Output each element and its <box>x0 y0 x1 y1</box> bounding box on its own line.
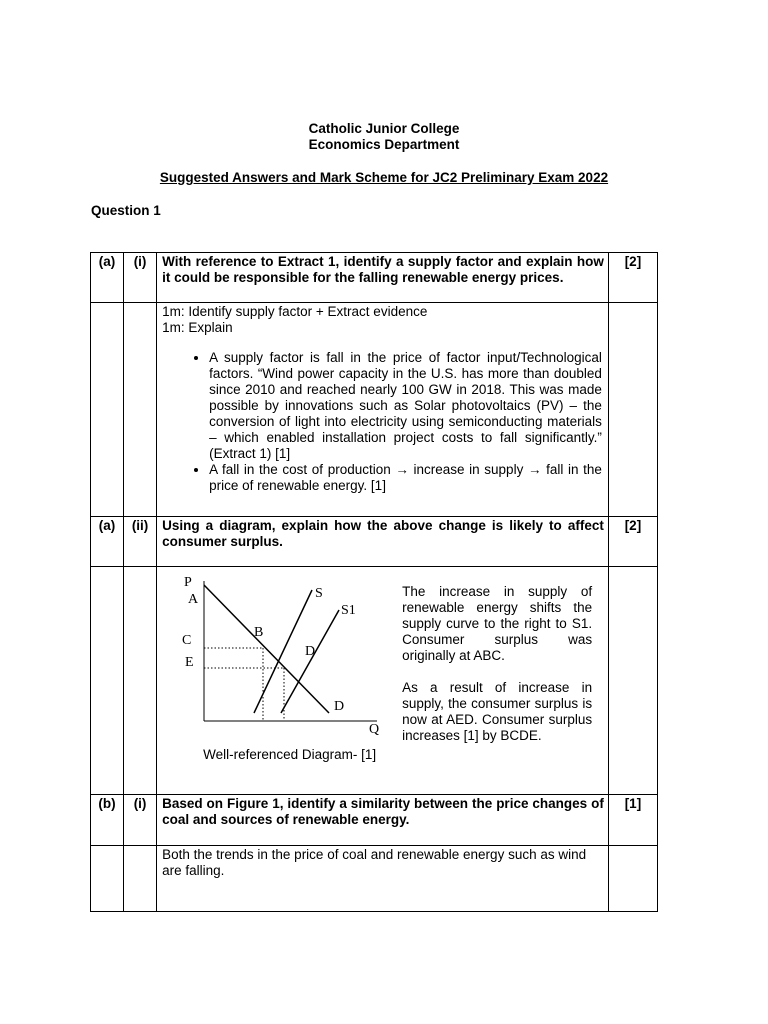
college-name: Catholic Junior College <box>308 121 460 136</box>
answer-row-a-i <box>91 303 658 517</box>
document-title: Suggested Answers and Mark Scheme for JC2 Preliminary Exam 2022 <box>159 170 609 185</box>
question-text: Based on Figure 1, identify a similarity between the price changes of coal and sources of renewable energy. <box>157 795 609 846</box>
marks: [1] <box>608 795 657 846</box>
scheme-line: 1m: Explain <box>162 320 233 335</box>
axis-label-q: Q <box>369 722 380 737</box>
answer-text: Both the trends in the price of coal and renewable energy such as wind are falling. <box>157 846 609 912</box>
diagram-cell <box>157 567 609 795</box>
question-row-a-ii <box>91 517 658 567</box>
supply-demand-diagram <box>157 567 402 752</box>
answer-cell <box>157 303 609 517</box>
explanation-paragraph: The increase in supply of renewable energy shifts the supply curve to the right to S1. Consumer surplus was originally at ABC. <box>402 584 593 663</box>
point-label-e: E <box>185 655 194 670</box>
explanation-paragraph: As a result of increase in supply, the consumer surplus is now at AED. Consumer surplus increases [1] by BCDE. <box>402 680 593 743</box>
sub-label: (i) <box>124 253 157 303</box>
scheme-line: 1m: Identify supply factor + Extract evidence <box>162 304 428 319</box>
diagram-caption: Well-referenced Diagram- [1] <box>203 747 377 762</box>
point-label-a: A <box>188 592 199 607</box>
curve-label-d: D <box>334 699 345 714</box>
part-label: (a) <box>91 517 124 567</box>
point-label-d: D <box>305 644 316 659</box>
question-row-a-i <box>91 253 658 303</box>
department-name: Economics Department <box>308 137 460 152</box>
axis-label-p: P <box>184 575 192 590</box>
question-text: With reference to Extract 1, identify a supply factor and explain how it could be responsible for the falling renewable energy prices. <box>157 253 609 303</box>
mark-scheme-table <box>90 252 658 912</box>
answer-bullet: • A supply factor is fall in the price of factor input/Technological factors. “Wind power capacity in the U.S. has more than doubled since 2010 and reached nearly 100 GW in 2018. This was made possible by innovations such as Solar photovoltaics (PV) – the conversion of light into electricity using semiconducting materials – which enabled installation project costs to fall significantly.” (Extract 1) [1] <box>209 350 602 462</box>
curve-label-s1: S1 <box>341 603 356 618</box>
curve-label-s: S <box>315 586 323 601</box>
sub-label: (ii) <box>124 517 157 567</box>
answer-bullet: • A fall in the cost of production → increase in supply → fall in the price of renewable energy. [1] <box>209 462 602 494</box>
point-label-c: C <box>182 633 192 648</box>
part-label: (b) <box>91 795 124 846</box>
question-heading: Question 1 <box>91 203 161 218</box>
question-row-b-i <box>91 795 658 846</box>
part-label: (a) <box>91 253 124 303</box>
answer-row-a-ii <box>91 567 658 795</box>
question-text: Using a diagram, explain how the above change is likely to affect consumer surplus. <box>157 517 609 567</box>
diagram-explanation <box>402 584 592 760</box>
marks: [2] <box>608 517 657 567</box>
supply-curve-s1 <box>281 610 339 713</box>
sub-label: (i) <box>124 795 157 846</box>
answer-row-b-i <box>91 846 658 912</box>
marks: [2] <box>608 253 657 303</box>
point-label-b: B <box>254 625 264 640</box>
